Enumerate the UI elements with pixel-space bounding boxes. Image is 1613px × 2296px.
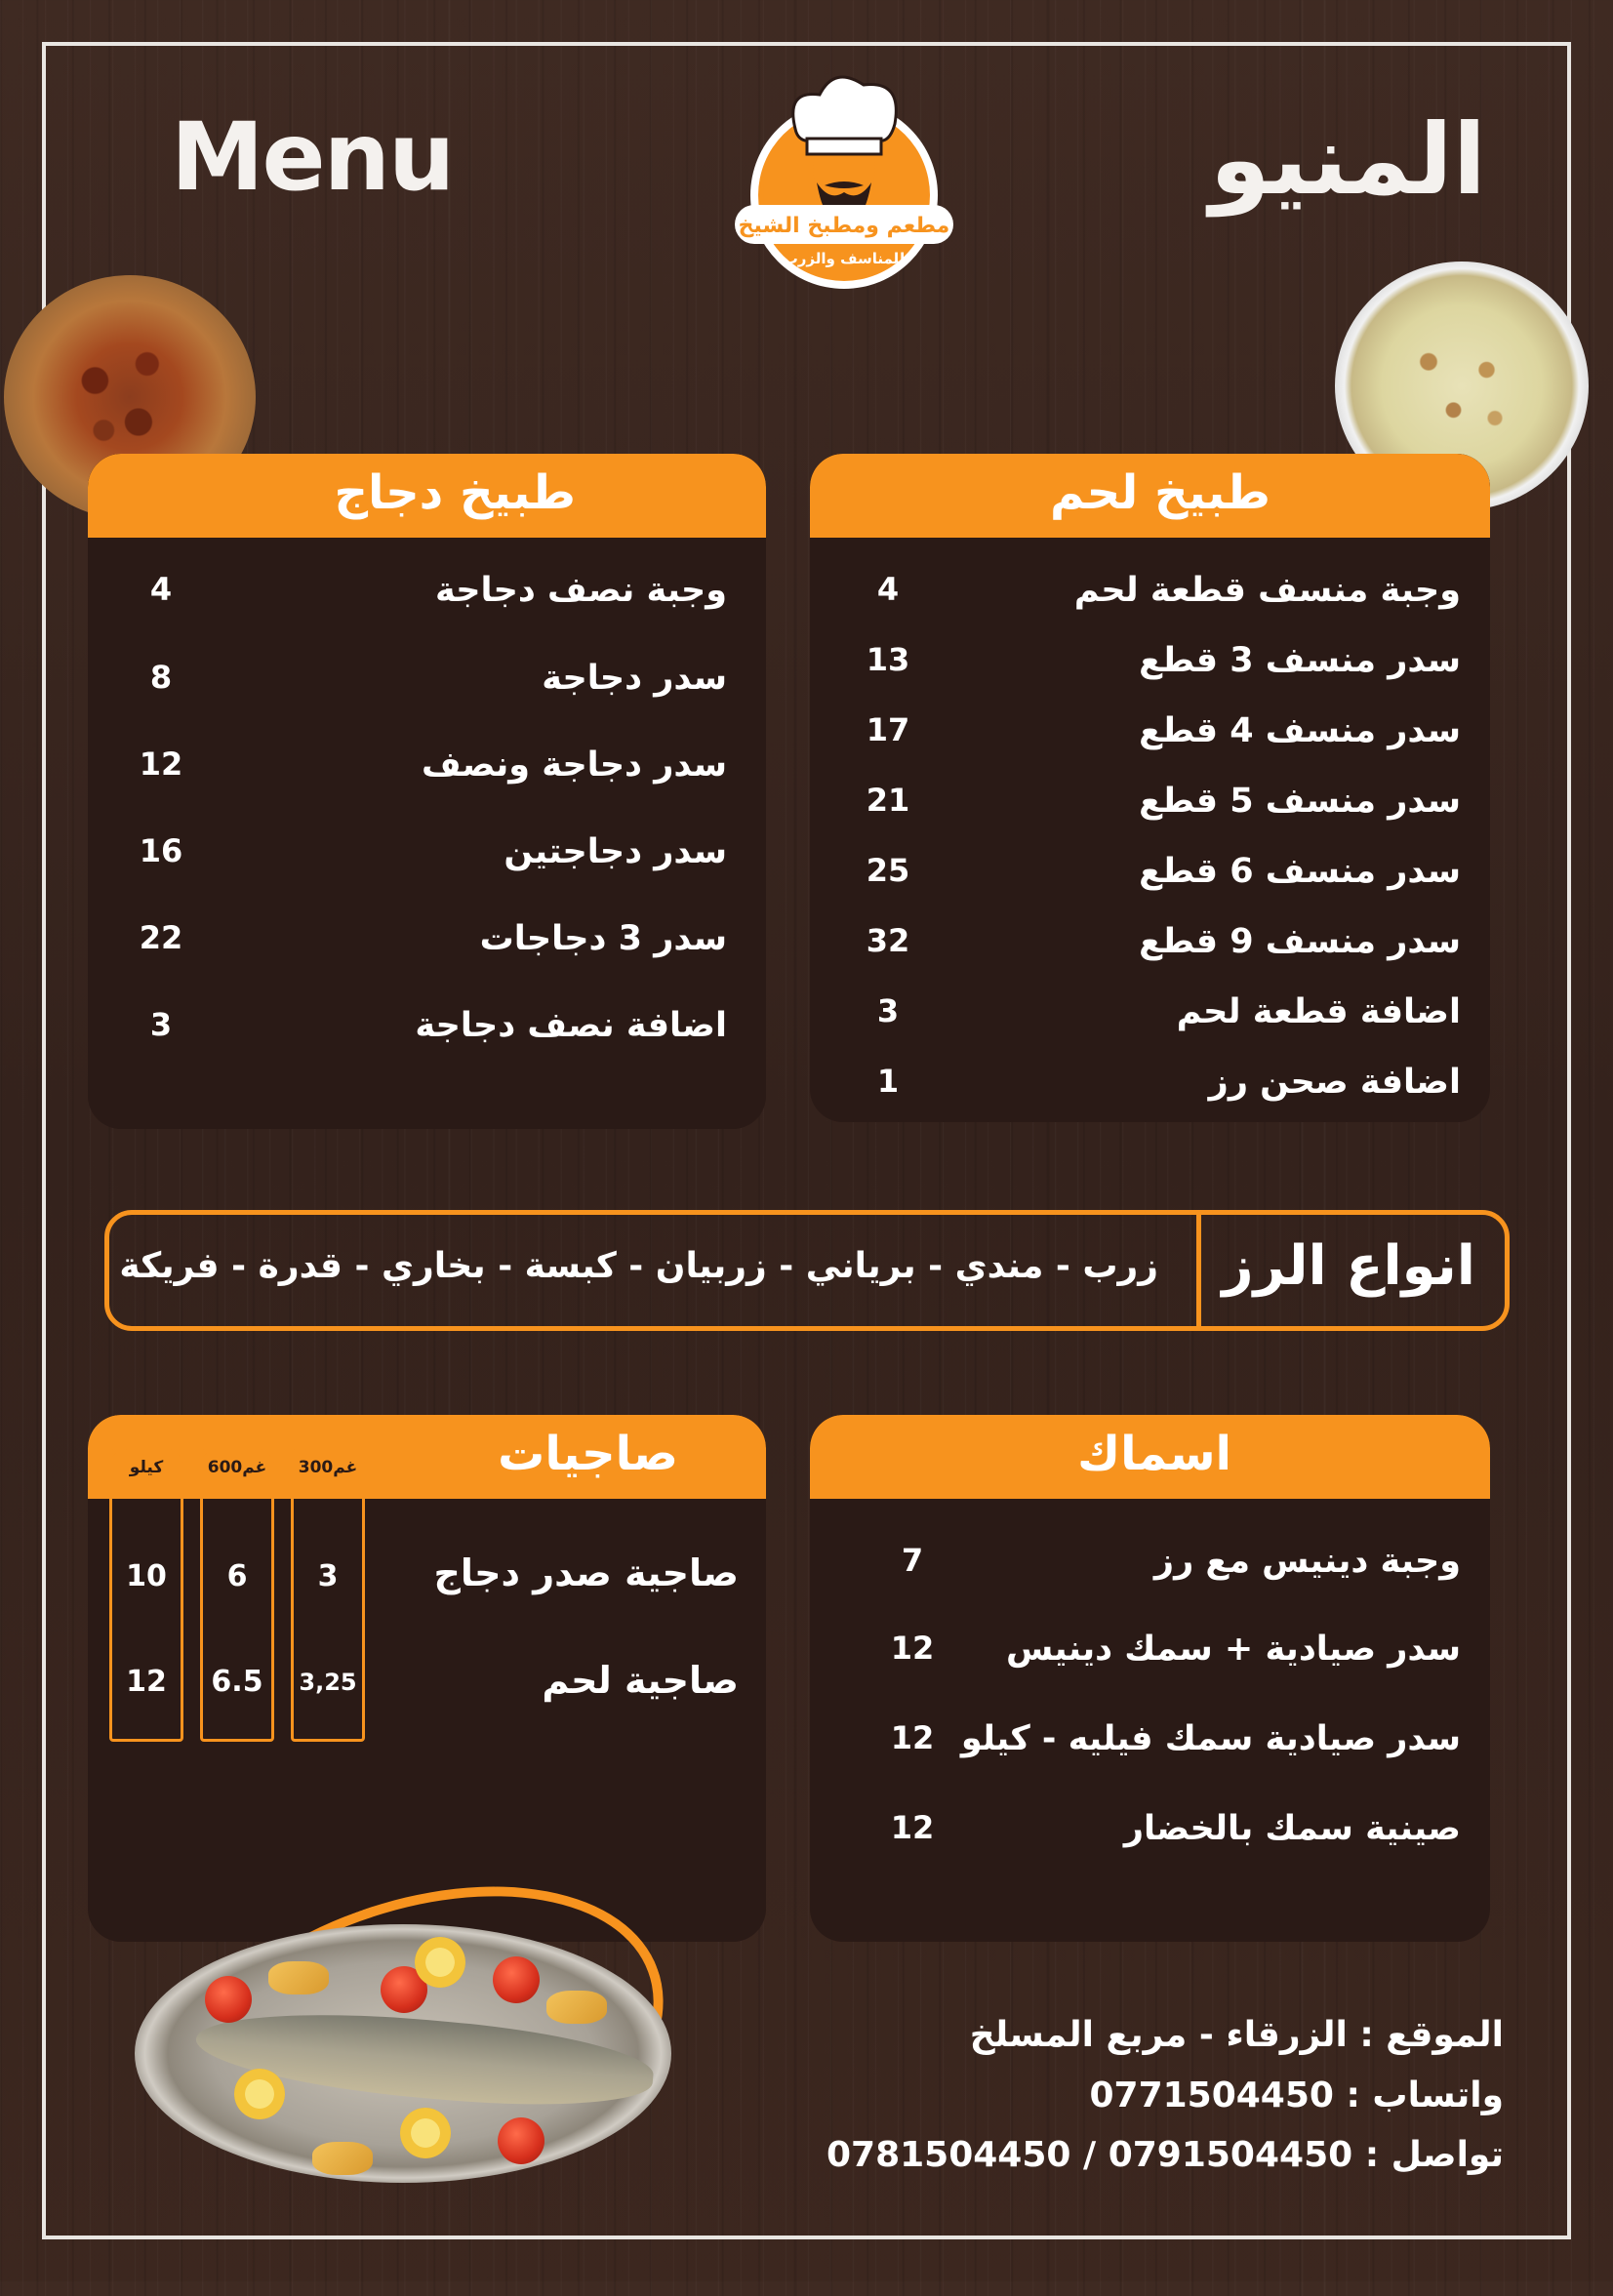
lemon-garnish <box>400 2108 451 2158</box>
saj-price: 3 <box>317 1559 339 1593</box>
item-price: 8 <box>149 659 173 696</box>
saj-column-label: كيلو <box>129 1458 164 1477</box>
fish-panel-header <box>810 1415 1490 1499</box>
item-name: سدر منسف 4 قطع <box>1139 711 1461 750</box>
meat-panel <box>810 454 1490 1122</box>
menu-item-row <box>810 1719 1490 1778</box>
rice-types-list: زرب - مندي - برياني - زربيان - كبسة - بخاري - قدرة - فريكة <box>119 1246 1158 1286</box>
item-name: سدر صيادية سمك فيليه - كيلو <box>960 1719 1461 1758</box>
saj-price: 12 <box>126 1665 167 1699</box>
potato-garnish <box>268 1961 329 1994</box>
menu-item-row <box>810 852 1490 910</box>
item-name: وجبة نصف دجاجة <box>435 571 727 610</box>
item-price: 32 <box>866 922 910 959</box>
saj-column-300g <box>291 1449 365 1742</box>
logo-tagline: للمناسف والزرب <box>783 250 906 267</box>
menu-item-row <box>810 1630 1490 1688</box>
item-price: 21 <box>866 782 910 819</box>
saj-price: 3,25 <box>299 1669 357 1696</box>
item-name: وجبة منسف قطعة لحم <box>1073 571 1461 610</box>
rice-types-box <box>104 1210 1510 1331</box>
potato-garnish <box>312 2142 373 2175</box>
item-price: 16 <box>139 832 183 869</box>
item-price: 3 <box>876 992 900 1029</box>
item-name: سدر منسف 3 قطع <box>1139 641 1461 680</box>
tomato-garnish <box>498 2117 544 2164</box>
saj-price: 6.5 <box>211 1665 263 1699</box>
fish-panel-title: اسماك <box>1077 1427 1231 1481</box>
menu-item-row <box>810 571 1490 629</box>
saj-price: 6 <box>226 1559 248 1593</box>
item-name: صينية سمك بالخضار <box>1123 1809 1461 1848</box>
chicken-panel-header <box>88 454 766 538</box>
saj-price: 10 <box>126 1559 167 1593</box>
menu-item-row <box>88 1006 766 1065</box>
location-text: الموقع : الزرقاء - مربع المسلخ <box>969 2015 1504 2055</box>
item-name: اضافة قطعة لحم <box>1176 992 1461 1031</box>
whatsapp-text: واتساب : 0771504450 <box>1089 2075 1504 2115</box>
item-price: 1 <box>876 1063 900 1100</box>
saj-item-name: صاجية لحم <box>542 1659 739 1702</box>
restaurant-logo <box>727 60 961 295</box>
lemon-garnish <box>415 1937 465 1988</box>
menu-item-row <box>810 1542 1490 1600</box>
chicken-panel <box>88 454 766 1129</box>
item-name: سدر دجاجتين <box>504 832 727 871</box>
saj-panel-header <box>88 1415 766 1499</box>
item-price: 3 <box>149 1006 173 1043</box>
menu-item-row <box>88 659 766 717</box>
saj-column-label: 600غم <box>207 1458 267 1477</box>
rice-divider <box>1196 1215 1201 1326</box>
item-name: سدر دجاجة ونصف <box>421 745 727 785</box>
item-price: 7 <box>901 1542 924 1579</box>
lemon-garnish <box>234 2069 285 2119</box>
item-price: 25 <box>866 852 910 889</box>
item-price: 12 <box>890 1630 935 1667</box>
item-price: 12 <box>139 745 183 783</box>
menu-item-row <box>810 711 1490 770</box>
menu-title-ar: المنيو <box>1209 102 1486 217</box>
menu-item-row <box>88 571 766 629</box>
chicken-panel-title: طبيخ دجاج <box>334 465 576 520</box>
item-name: سدر دجاجة <box>542 659 727 698</box>
item-name: وجبة دينيس مع رز <box>1153 1542 1461 1581</box>
item-name: سدر منسف 6 قطع <box>1139 852 1461 891</box>
menu-item-row <box>810 782 1490 840</box>
item-name: اضافة نصف دجاجة <box>415 1006 727 1045</box>
saj-column-600g <box>200 1449 274 1742</box>
item-price: 12 <box>890 1809 935 1846</box>
saj-column-header <box>200 1449 274 1492</box>
contact-text: تواصل : 0791504450 / 0781504450 <box>826 2135 1504 2175</box>
menu-item-row <box>810 922 1490 981</box>
item-price: 4 <box>149 571 173 608</box>
item-name: اضافة صحن رز <box>1208 1063 1461 1102</box>
saj-column-header <box>109 1449 183 1492</box>
menu-item-row <box>810 641 1490 700</box>
menu-item-row <box>88 745 766 804</box>
saj-item-name: صاجية صدر دجاج <box>433 1551 739 1594</box>
potato-garnish <box>546 1991 607 2024</box>
rice-types-title: انواع الرز <box>1222 1234 1475 1298</box>
meat-panel-header <box>810 454 1490 538</box>
logo-name: مطعم ومطبخ الشيخ <box>738 214 950 238</box>
item-price: 4 <box>876 571 900 608</box>
item-name: سدر منسف 5 قطع <box>1139 782 1461 821</box>
meat-panel-title: طبيخ لحم <box>1050 465 1270 520</box>
menu-item-row <box>810 992 1490 1051</box>
tomato-garnish <box>205 1976 252 2023</box>
item-price: 17 <box>866 711 910 748</box>
menu-item-row <box>810 1809 1490 1868</box>
saj-column-header <box>291 1449 365 1492</box>
menu-title-en: Menu <box>171 102 454 212</box>
item-price: 22 <box>139 919 183 956</box>
saj-column-label: 300غم <box>298 1458 358 1477</box>
item-name: سدر 3 دجاجات <box>479 919 727 958</box>
item-name: سدر صيادية + سمك دينيس <box>1005 1630 1461 1669</box>
saj-column-kilo <box>109 1449 183 1742</box>
item-name: سدر منسف 9 قطع <box>1139 922 1461 961</box>
tomato-garnish <box>493 1956 540 2003</box>
item-price: 13 <box>866 641 910 678</box>
menu-item-row <box>88 919 766 978</box>
menu-item-row <box>88 832 766 891</box>
saj-panel-title: صاجيات <box>498 1427 678 1481</box>
menu-item-row <box>810 1063 1490 1121</box>
item-price: 12 <box>890 1719 935 1756</box>
fish-panel <box>810 1415 1490 1942</box>
